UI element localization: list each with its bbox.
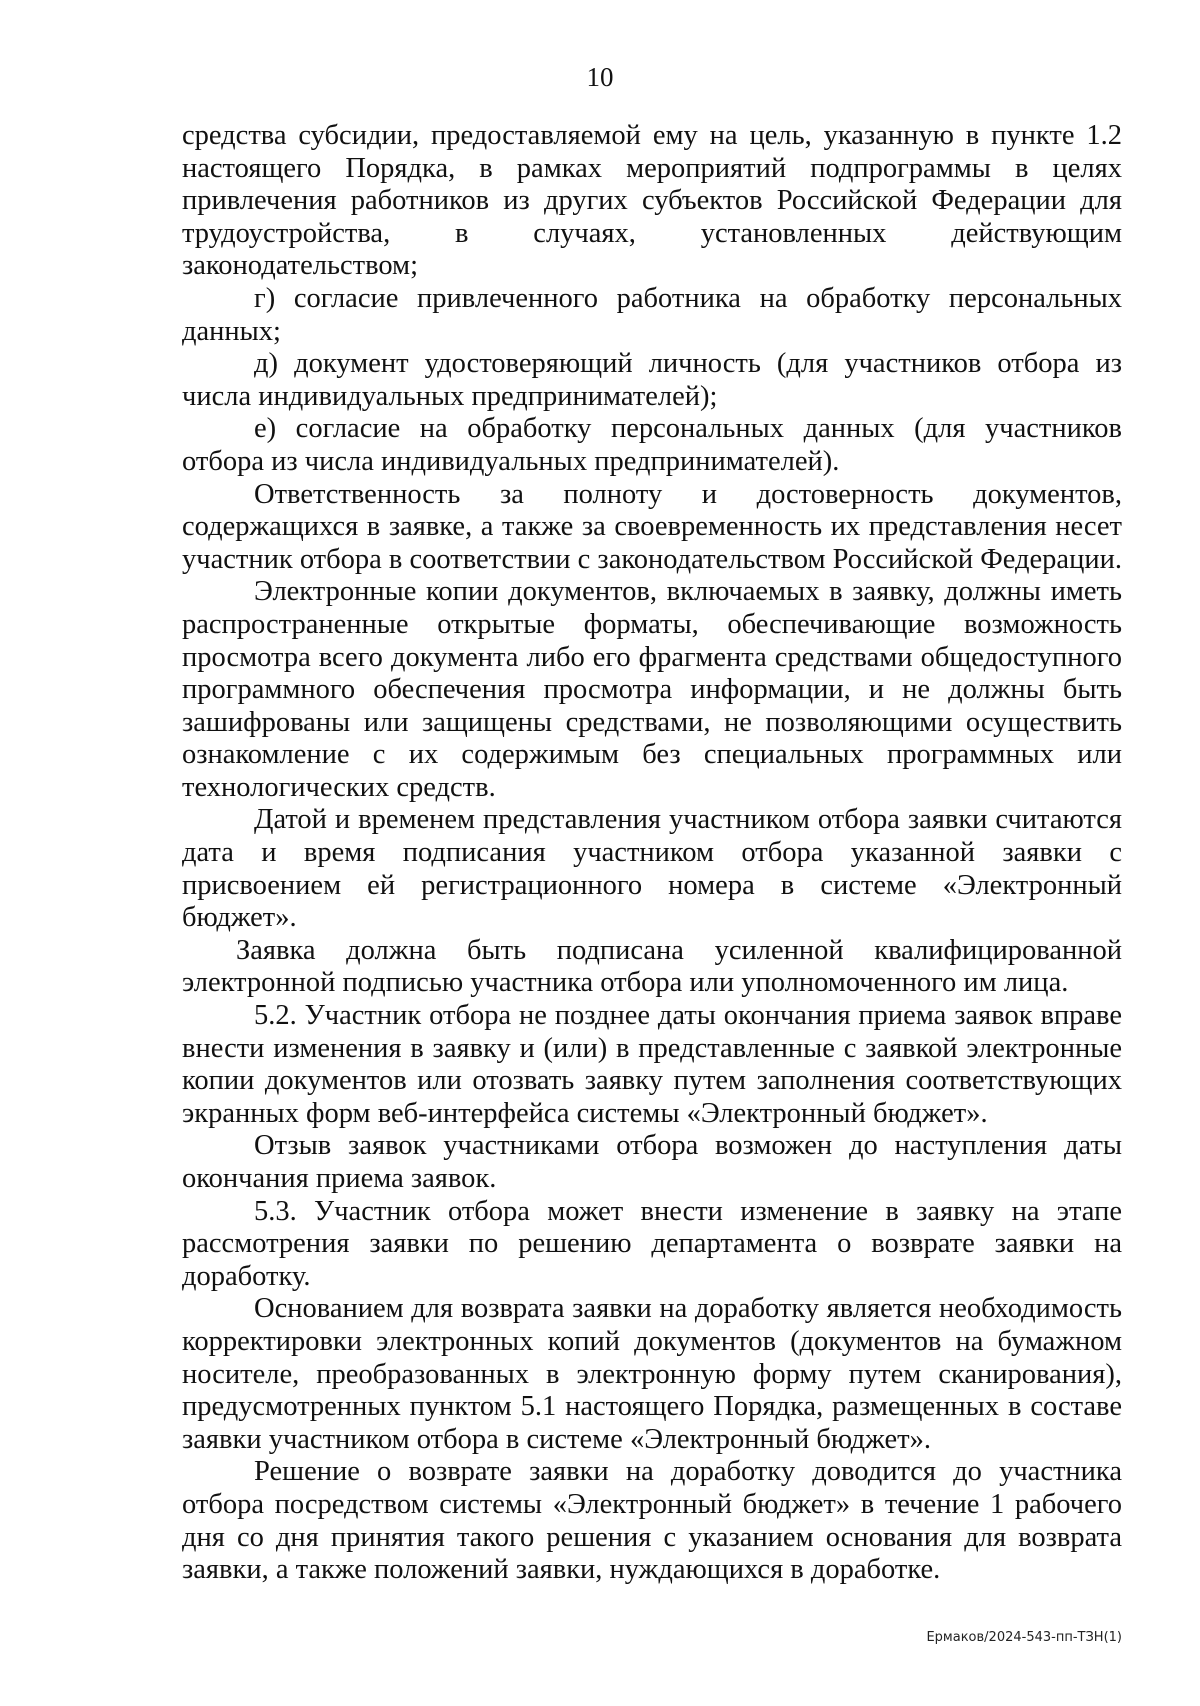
list-item-g: г) согласие привлеченного работника на обработку персональных данных; [182,282,1122,347]
paragraph-5-2: 5.2. Участник отбора не позднее даты окончания приема заявок вправе внести изменения в заявку и (или) в представленные с заявкой электронные копии документов или отозвать заявку путем заполнения соответствующих экранных форм веб-интерфейса системы «Электронный бюджет». [182,1000,1122,1129]
paragraph-submission-date: Датой и временем представления участником отбора заявки считаются дата и время подписания участником отбора указанной заявки с присвоением ей регистрационного номера в системе «Электронный бюджет». [182,804,1122,934]
list-item-d: д) документ удостоверяющий личность (для участников отбора из числа индивидуальных предпринимателей); [182,348,1122,412]
page-number: 10 [586,62,614,92]
paragraph-withdrawal: Отзыв заявок участниками отбора возможен до наступления даты окончания приема заявок. [182,1130,1122,1194]
paragraph-signature: Заявка должна быть подписана усиленной квалифицированной электронной подписью участника отбора или уполномоченного им лица. [182,934,1122,999]
paragraph-responsibility: Ответственность за полноту и достоверность документов, содержащихся в заявке, а также за своевременность их представления несет участник отбора в соответствии с законодательством Российской Федерации. [182,478,1122,575]
paragraph-return-grounds: Основанием для возврата заявки на доработку является необходимость корректировки электронных копий документов (документов на бумажном носителе, преобразованных в электронную форму путем сканирования), предусмотренных пунктом 5.1 настоящего Порядка, размещенных в составе заявки участником отбора в системе «Электронный бюджет». [182,1293,1122,1455]
paragraph-continuation: средства субсидии, предоставляемой ему на цель, указанную в пункте 1.2 настоящего Порядка, в рамках мероприятий подпрограммы в целях привлечения работников из других субъектов Российской Федерации для трудоустройства, в случаях, установленных действующим законодательством; [182,120,1122,282]
document-reference-code: Ермаков/2024-543-пп-ТЗН(1) [926,1630,1122,1645]
paragraph-5-3: 5.3. Участник отбора может внести изменение в заявку на этапе рассмотрения заявки по решению департамента о возврате заявки на доработку. [182,1195,1122,1292]
paragraph-return-decision: Решение о возврате заявки на доработку доводится до участника отбора посредством системы «Электронный бюджет» в течение 1 рабочего дня со дня принятия такого решения с указанием основания для возврата заявки, а также положений заявки, нуждающихся в доработке. [182,1456,1122,1586]
document-body [182,120,1122,1587]
paragraph-electronic-copies: Электронные копии документов, включаемых в заявку, должны иметь распространенные открытые форматы, обеспечивающие возможность просмотра всего документа либо его фрагмента средствами общедоступного программного обеспечения просмотра информации, и не должны быть зашифрованы или защищены средствами, не позволяющими осуществить ознакомление с их содержимым без специальных программных или технологических средств. [182,576,1122,803]
list-item-e: е) согласие на обработку персональных данных (для участников отбора из числа индивидуальных предпринимателей). [182,413,1122,477]
